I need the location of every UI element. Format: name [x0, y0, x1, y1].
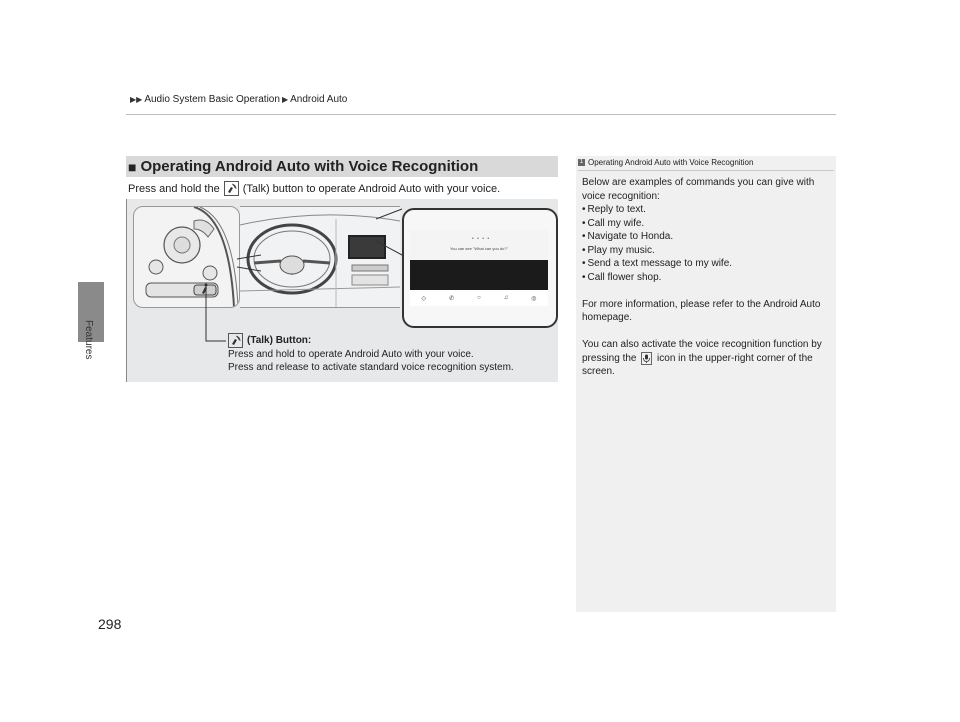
command-list [582, 203, 832, 284]
list-item: • Play my music. [582, 244, 832, 258]
intro-paragraph [128, 181, 500, 196]
sidebar-also-after: icon in the upper-right corner of the screen. [582, 352, 813, 378]
sidebar-title [578, 158, 753, 167]
section-title: Operating Android Auto with Voice Recognition [140, 158, 479, 175]
callout-line-hold: Press and hold to operate Android Auto with your voice. [228, 349, 474, 360]
navigation-icon[interactable]: ◇ [421, 295, 427, 302]
list-item: • Reply to text. [582, 203, 832, 217]
microphone-icon [641, 352, 652, 365]
talk-button-callout [228, 333, 514, 374]
talk-button-icon [224, 181, 239, 196]
breadcrumb-item-android-auto[interactable]: Android Auto [290, 94, 348, 105]
sidebar-intro: Below are examples of commands you can give with voice recognition: [582, 177, 815, 202]
callout-title: (Talk) Button: [247, 335, 312, 346]
page-number: 298 [98, 616, 122, 632]
breadcrumb-arrow-icon: ▶ [281, 95, 289, 104]
section-header [126, 156, 558, 177]
phone-icon[interactable]: ✆ [449, 295, 455, 302]
listening-dots: • • • • [472, 236, 491, 242]
sidebar-body [582, 176, 832, 379]
sidebar-also-before: You can also activate the voice recognition function by pressing the [582, 339, 822, 364]
sidebar-divider [578, 170, 834, 171]
breadcrumb-item-audio-system[interactable]: Audio System Basic Operation [144, 94, 280, 105]
talk-button-icon [228, 333, 243, 348]
callout-line-release: Press and release to activate standard voice recognition system. [228, 362, 514, 373]
intro-text-after: (Talk) button to operate Android Auto with your voice. [242, 182, 501, 195]
music-icon[interactable]: ♫ [503, 295, 509, 301]
list-item: • Call my wife. [582, 217, 832, 231]
chapter-tab-label [72, 320, 112, 380]
intro-text-before: Press and hold the [128, 182, 220, 195]
chapter-label-text: Features [83, 320, 94, 360]
note-number-icon: 1 [579, 159, 584, 165]
list-item: • Navigate to Honda. [582, 230, 832, 244]
list-item: • Call flower shop. [582, 271, 832, 285]
sidebar-more-info: For more information, please refer to the Android Auto homepage. [582, 298, 821, 323]
header-divider [126, 114, 836, 115]
home-icon[interactable]: ○ [477, 295, 481, 301]
sidebar-also-paragraph [582, 338, 832, 379]
voice-prompt-text: You can see "What can you do?" [449, 246, 509, 251]
sidebar-title-text: Operating Android Auto with Voice Recognition [588, 158, 754, 167]
breadcrumb [128, 94, 347, 105]
section-square-icon: ■ [128, 158, 137, 175]
exit-icon[interactable]: ◎ [531, 295, 537, 302]
list-item: • Send a text message to my wife. [582, 257, 832, 271]
breadcrumb-arrow-icon: ▶▶ [130, 95, 143, 104]
